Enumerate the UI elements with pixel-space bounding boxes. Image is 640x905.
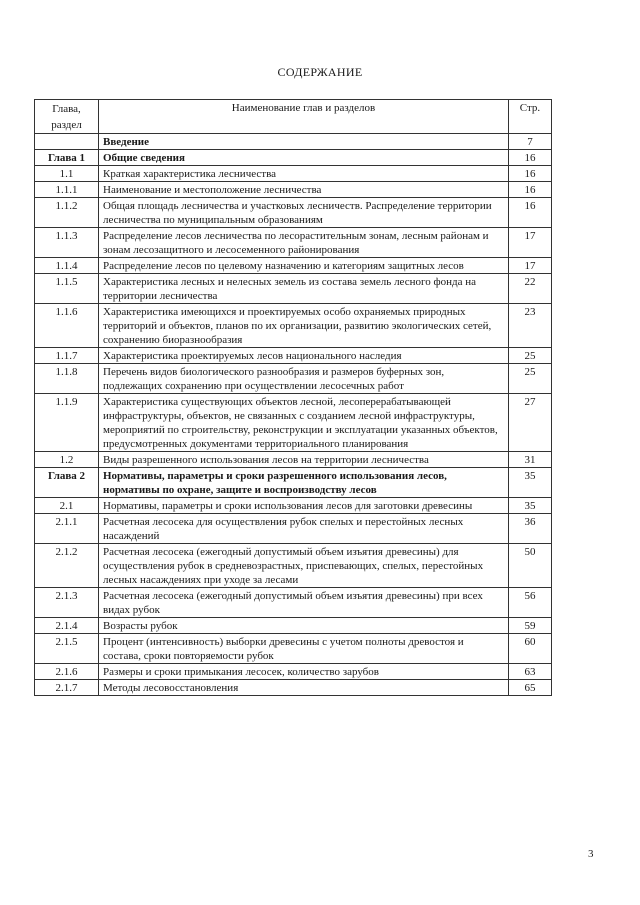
row-number: 2.1.4 [35,618,99,634]
row-page: 17 [509,258,552,274]
row-number: 1.1.3 [35,228,99,258]
row-number: 1.1 [35,166,99,182]
row-title: Введение [99,134,509,150]
row-title: Характеристика имеющихся и проектируемых особо охраняемых природных территорий и объектов, планов по их организации, развитию экологических сетей, сохранению биоразнообразия [99,304,509,348]
row-title: Расчетная лесосека для осуществления рубок спелых и перестойных лесных насаждений [99,514,509,544]
table-row [35,618,552,634]
row-title: Распределение лесов лесничества по лесорастительным зонам, лесным районам и зонам лесозащитного и лесосеменного районирования [99,228,509,258]
row-page: 16 [509,150,552,166]
row-number: 2.1.2 [35,544,99,588]
table-row [35,588,552,618]
row-page: 65 [509,680,552,696]
row-page: 25 [509,364,552,394]
row-number: Глава 2 [35,468,99,498]
table-row [35,498,552,514]
table-row [35,228,552,258]
row-page: 16 [509,166,552,182]
table-row [35,198,552,228]
table-row [35,182,552,198]
row-page: 35 [509,498,552,514]
table-row [35,468,552,498]
row-number: 2.1.1 [35,514,99,544]
row-title: Методы лесовосстановления [99,680,509,696]
row-title: Размеры и сроки примыкания лесосек, количество зарубов [99,664,509,680]
row-number: 2.1.6 [35,664,99,680]
row-title: Нормативы, параметры и сроки разрешенного использования лесов, нормативы по охране, защите и воспроизводству лесов [99,468,509,498]
row-title: Характеристика проектируемых лесов национального наследия [99,348,509,364]
row-number: Глава 1 [35,150,99,166]
table-row [35,514,552,544]
table-row [35,150,552,166]
row-number: 2.1.7 [35,680,99,696]
table-row [35,134,552,150]
row-page: 7 [509,134,552,150]
row-number: 1.1.8 [35,364,99,394]
table-row [35,664,552,680]
table-row [35,364,552,394]
row-number: 1.1.7 [35,348,99,364]
row-page: 59 [509,618,552,634]
row-title: Общая площадь лесничества и участковых лесничеств. Распределение территории лесничества по муниципальным образованиям [99,198,509,228]
table-row [35,166,552,182]
row-number: 1.2 [35,452,99,468]
row-title: Возрасты рубок [99,618,509,634]
row-number: 1.1.5 [35,274,99,304]
row-page: 16 [509,198,552,228]
contents-table [34,99,552,696]
page-number: 3 [588,848,594,860]
table-row [35,634,552,664]
row-page: 35 [509,468,552,498]
row-page: 17 [509,228,552,258]
row-title: Характеристика лесных и нелесных земель из состава земель лесного фонда на территории лесничества [99,274,509,304]
row-number: 1.1.1 [35,182,99,198]
row-number: 1.1.4 [35,258,99,274]
header-title: Наименование глав и разделов [99,100,509,134]
table-row [35,348,552,364]
row-title: Нормативы, параметры и сроки использования лесов для заготовки древесины [99,498,509,514]
row-title: Расчетная лесосека (ежегодный допустимый объем изъятия древесины) при всех видах рубок [99,588,509,618]
row-page: 16 [509,182,552,198]
table-row [35,544,552,588]
table-row [35,304,552,348]
row-title: Краткая характеристика лесничества [99,166,509,182]
row-number: 1.1.9 [35,394,99,452]
row-page: 31 [509,452,552,468]
row-title: Общие сведения [99,150,509,166]
header-page: Стр. [509,100,552,134]
table-row [35,274,552,304]
row-number: 1.1.2 [35,198,99,228]
table-row [35,258,552,274]
row-title: Распределение лесов по целевому назначению и категориям защитных лесов [99,258,509,274]
row-page: 60 [509,634,552,664]
row-number: 2.1.5 [35,634,99,664]
row-number: 1.1.6 [35,304,99,348]
header-chapter: Глава, раздел [35,100,99,134]
row-page: 56 [509,588,552,618]
table-row [35,680,552,696]
row-page: 23 [509,304,552,348]
row-number: 2.1 [35,498,99,514]
row-page: 63 [509,664,552,680]
row-title: Перечень видов биологического разнообразия и размеров буферных зон, подлежащих сохранению при осуществлении лесосечных работ [99,364,509,394]
row-title: Процент (интенсивность) выборки древесины с учетом полноты древостоя и состава, сроки повторяемости рубок [99,634,509,664]
row-title: Расчетная лесосека (ежегодный допустимый объем изъятия древесины) для осуществления рубок в средневозрастных, приспевающих, спелых, перестойных лесных насаждениях при уходе за лесами [99,544,509,588]
row-page: 27 [509,394,552,452]
row-page: 36 [509,514,552,544]
row-title: Наименование и местоположение лесничества [99,182,509,198]
page-title: СОДЕРЖАНИЕ [277,65,363,79]
row-page: 25 [509,348,552,364]
table-row [35,394,552,452]
row-title: Характеристика существующих объектов лесной, лесоперерабатывающей инфраструктуры, объектов, не связанных с созданием лесной инфраструктуры, мероприятий по строительству, реконструкции и эксплуатации указанных объектов, предусмотренных документами территориального планирования [99,394,509,452]
row-page: 22 [509,274,552,304]
row-number [35,134,99,150]
row-number: 2.1.3 [35,588,99,618]
table-row [35,452,552,468]
row-page: 50 [509,544,552,588]
table-header-row [35,100,552,134]
row-title: Виды разрешенного использования лесов на территории лесничества [99,452,509,468]
